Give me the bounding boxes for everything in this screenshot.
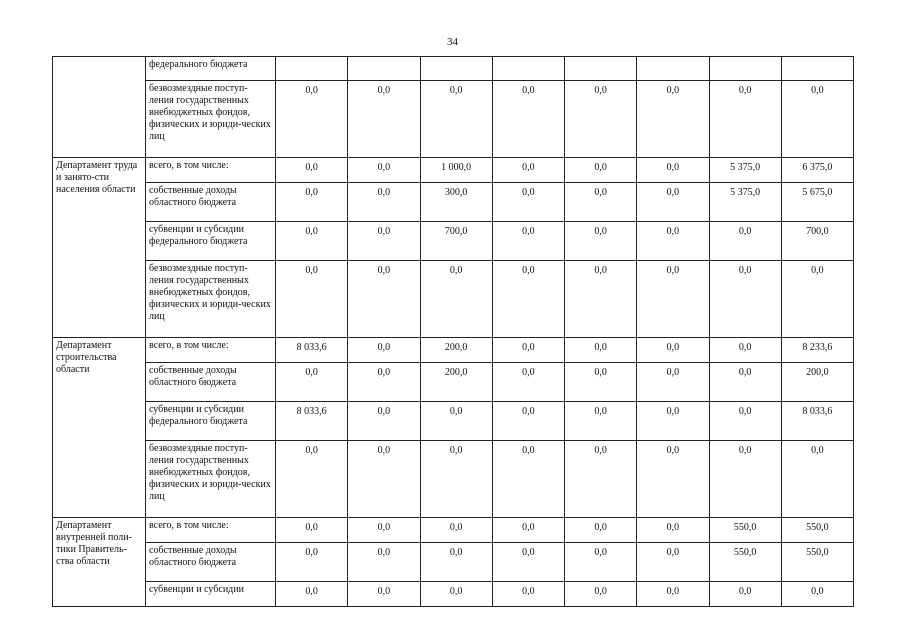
budget-table — [52, 56, 854, 607]
value-cell: 0,0 — [565, 543, 637, 582]
value-cell — [637, 57, 709, 81]
value-cell: 200,0 — [420, 363, 492, 402]
value-cell: 0,0 — [637, 363, 709, 402]
value-cell: 0,0 — [565, 261, 637, 338]
department-cell — [53, 57, 146, 158]
value-cell: 0,0 — [637, 261, 709, 338]
value-cell: 0,0 — [565, 222, 637, 261]
funding-source-cell: субвенции и субсидии — [146, 582, 276, 607]
value-cell: 550,0 — [781, 543, 853, 582]
value-cell: 0,0 — [348, 518, 420, 543]
value-cell: 0,0 — [492, 338, 564, 363]
value-cell: 300,0 — [420, 183, 492, 222]
value-cell: 8 033,6 — [276, 402, 348, 441]
value-cell — [781, 57, 853, 81]
value-cell: 0,0 — [565, 183, 637, 222]
table-row — [53, 402, 854, 441]
value-cell: 700,0 — [781, 222, 853, 261]
value-cell — [420, 57, 492, 81]
value-cell: 0,0 — [276, 518, 348, 543]
value-cell: 0,0 — [492, 582, 564, 607]
value-cell: 0,0 — [709, 363, 781, 402]
value-cell — [276, 57, 348, 81]
value-cell: 0,0 — [348, 582, 420, 607]
value-cell: 0,0 — [637, 338, 709, 363]
value-cell: 0,0 — [420, 582, 492, 607]
value-cell: 0,0 — [492, 363, 564, 402]
value-cell: 0,0 — [637, 222, 709, 261]
value-cell: 0,0 — [420, 543, 492, 582]
value-cell: 0,0 — [420, 441, 492, 518]
value-cell: 0,0 — [637, 518, 709, 543]
value-cell: 0,0 — [420, 261, 492, 338]
value-cell: 0,0 — [492, 402, 564, 441]
value-cell: 1 000,0 — [420, 158, 492, 183]
table-row — [53, 57, 854, 81]
value-cell: 0,0 — [420, 402, 492, 441]
value-cell: 0,0 — [276, 363, 348, 402]
value-cell: 0,0 — [492, 441, 564, 518]
funding-source-cell: субвенции и субсидии федерального бюджета — [146, 222, 276, 261]
value-cell: 0,0 — [709, 222, 781, 261]
value-cell: 0,0 — [348, 222, 420, 261]
value-cell: 5 375,0 — [709, 183, 781, 222]
table-row — [53, 543, 854, 582]
value-cell: 0,0 — [637, 441, 709, 518]
value-cell: 0,0 — [492, 158, 564, 183]
value-cell: 0,0 — [276, 158, 348, 183]
table-row — [53, 261, 854, 338]
value-cell — [709, 57, 781, 81]
value-cell: 0,0 — [348, 363, 420, 402]
value-cell: 0,0 — [637, 582, 709, 607]
value-cell: 0,0 — [709, 582, 781, 607]
table-row — [53, 158, 854, 183]
value-cell: 0,0 — [781, 582, 853, 607]
value-cell: 0,0 — [781, 261, 853, 338]
funding-source-cell: всего, в том числе: — [146, 518, 276, 543]
budget-table-body — [53, 57, 854, 607]
funding-source-cell: безвозмездные поступ-ления государственных внебюджетных фондов, физических и юриди-ческих лиц — [146, 261, 276, 338]
value-cell: 0,0 — [492, 518, 564, 543]
budget-table-sheet — [52, 56, 854, 607]
table-row — [53, 222, 854, 261]
table-row — [53, 183, 854, 222]
value-cell: 5 675,0 — [781, 183, 853, 222]
table-row — [53, 81, 854, 158]
value-cell: 0,0 — [276, 441, 348, 518]
funding-source-cell: собственные доходы областного бюджета — [146, 363, 276, 402]
value-cell: 0,0 — [709, 81, 781, 158]
value-cell: 0,0 — [709, 402, 781, 441]
value-cell: 0,0 — [565, 402, 637, 441]
value-cell: 0,0 — [565, 518, 637, 543]
value-cell: 0,0 — [709, 441, 781, 518]
value-cell: 0,0 — [348, 81, 420, 158]
value-cell: 0,0 — [276, 183, 348, 222]
value-cell: 0,0 — [637, 543, 709, 582]
value-cell: 700,0 — [420, 222, 492, 261]
value-cell: 0,0 — [492, 183, 564, 222]
value-cell: 0,0 — [637, 183, 709, 222]
value-cell: 0,0 — [492, 81, 564, 158]
value-cell: 0,0 — [420, 518, 492, 543]
value-cell: 0,0 — [348, 543, 420, 582]
value-cell: 0,0 — [348, 183, 420, 222]
funding-source-cell: безвозмездные поступ-ления государственных внебюджетных фондов, физических и юриди-ческих лиц — [146, 441, 276, 518]
value-cell: 550,0 — [781, 518, 853, 543]
value-cell: 0,0 — [565, 363, 637, 402]
funding-source-cell: собственные доходы областного бюджета — [146, 543, 276, 582]
value-cell: 0,0 — [781, 81, 853, 158]
value-cell: 0,0 — [637, 158, 709, 183]
funding-source-cell: всего, в том числе: — [146, 158, 276, 183]
table-row — [53, 518, 854, 543]
value-cell: 0,0 — [348, 261, 420, 338]
value-cell: 0,0 — [565, 582, 637, 607]
value-cell: 550,0 — [709, 518, 781, 543]
funding-source-cell: субвенции и субсидии федерального бюджета — [146, 402, 276, 441]
value-cell: 200,0 — [781, 363, 853, 402]
value-cell: 0,0 — [565, 338, 637, 363]
value-cell: 0,0 — [276, 543, 348, 582]
value-cell: 5 375,0 — [709, 158, 781, 183]
value-cell: 550,0 — [709, 543, 781, 582]
table-row — [53, 441, 854, 518]
department-cell: Департамент труда и занято-сти населения области — [53, 158, 146, 338]
value-cell: 0,0 — [276, 261, 348, 338]
value-cell: 0,0 — [348, 158, 420, 183]
value-cell: 0,0 — [709, 261, 781, 338]
value-cell — [348, 57, 420, 81]
value-cell — [565, 57, 637, 81]
value-cell: 0,0 — [276, 81, 348, 158]
value-cell: 8 233,6 — [781, 338, 853, 363]
value-cell: 8 033,6 — [276, 338, 348, 363]
page-number: 34 — [447, 36, 458, 48]
value-cell: 0,0 — [348, 402, 420, 441]
funding-source-cell: всего, в том числе: — [146, 338, 276, 363]
value-cell: 8 033,6 — [781, 402, 853, 441]
value-cell: 0,0 — [492, 222, 564, 261]
value-cell: 0,0 — [781, 441, 853, 518]
value-cell: 0,0 — [276, 222, 348, 261]
department-cell: Департамент внутренней поли-тики Правитель-ства области — [53, 518, 146, 607]
value-cell: 0,0 — [565, 441, 637, 518]
value-cell: 0,0 — [709, 338, 781, 363]
value-cell: 0,0 — [565, 158, 637, 183]
value-cell: 0,0 — [637, 81, 709, 158]
funding-source-cell: федерального бюджета — [146, 57, 276, 81]
value-cell: 0,0 — [420, 81, 492, 158]
value-cell: 0,0 — [492, 543, 564, 582]
value-cell: 0,0 — [492, 261, 564, 338]
value-cell: 0,0 — [348, 441, 420, 518]
funding-source-cell: безвозмездные поступ-ления государственных внебюджетных фондов, физических и юриди-ческих лиц — [146, 81, 276, 158]
value-cell: 0,0 — [637, 402, 709, 441]
value-cell: 0,0 — [348, 338, 420, 363]
table-row — [53, 363, 854, 402]
value-cell: 0,0 — [276, 582, 348, 607]
funding-source-cell: собственные доходы областного бюджета — [146, 183, 276, 222]
department-cell: Департамент строительства области — [53, 338, 146, 518]
table-row — [53, 338, 854, 363]
value-cell: 0,0 — [565, 81, 637, 158]
value-cell: 200,0 — [420, 338, 492, 363]
value-cell: 6 375,0 — [781, 158, 853, 183]
table-row — [53, 582, 854, 607]
value-cell — [492, 57, 564, 81]
